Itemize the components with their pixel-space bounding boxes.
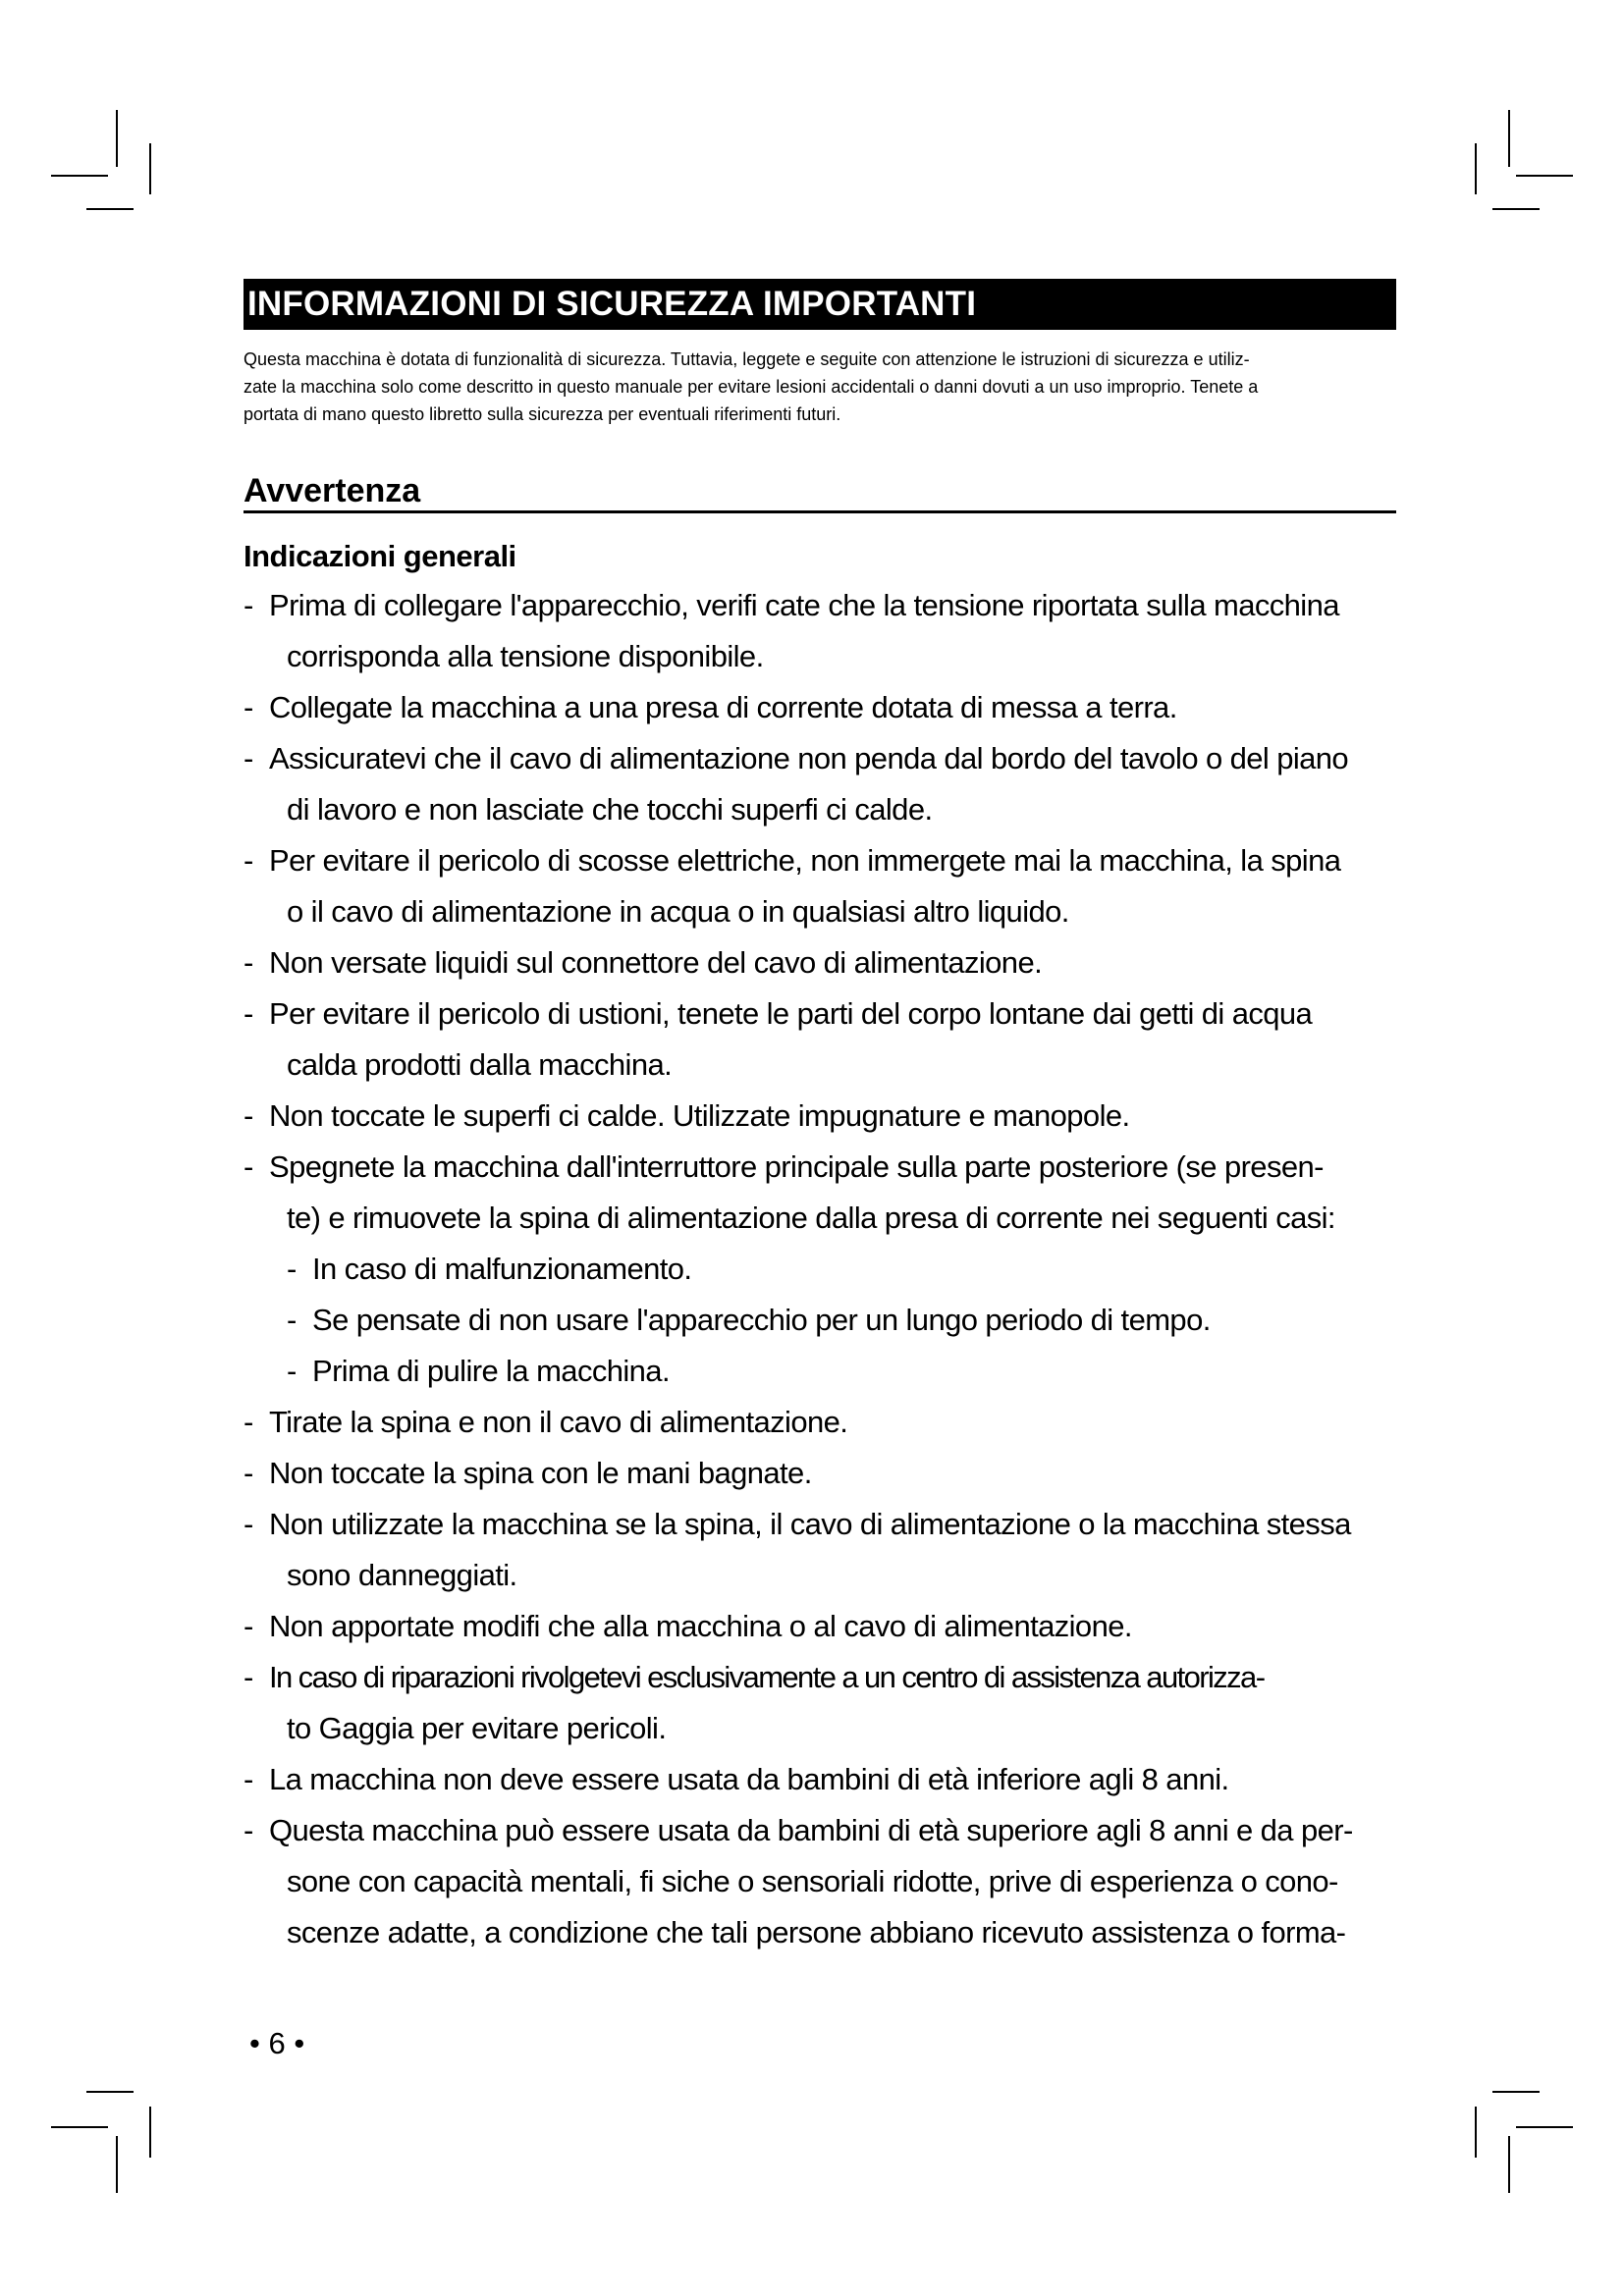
list-item: [244, 1448, 1396, 1499]
list-dash: -: [244, 1507, 253, 1541]
list-dash: -: [244, 843, 253, 878]
crop-mark: [1508, 2136, 1510, 2193]
list-item: [244, 1397, 1396, 1448]
list-item: [244, 937, 1396, 988]
list-dash: -: [244, 1098, 253, 1133]
list-item-text: Se pensate di non usare l'apparecchio per un lungo periodo di tempo.: [312, 1303, 1211, 1337]
list-item-continuation: te) e rimuovete la spina di alimentazione dalla presa di corrente nei seguenti casi:: [287, 1201, 1335, 1235]
list-item-text: Non toccate la spina con le mani bagnate.: [269, 1456, 812, 1490]
list-item: [244, 1142, 1396, 1193]
list-item-text: Prima di pulire la macchina.: [312, 1354, 670, 1388]
list-item: [244, 1499, 1396, 1550]
crop-mark: [1475, 2107, 1477, 2158]
subsection-title: Indicazioni generali: [244, 539, 516, 573]
list-dash: -: [287, 1303, 297, 1337]
list-item-text: Spegnete la macchina dall'interruttore principale sulla parte posteriore (se presen-: [269, 1149, 1324, 1184]
intro-line: Questa macchina è dotata di funzionalità di sicurezza. Tuttavia, leggete e seguite con attenzione le istruzioni di sicurezza e utiliz-: [244, 349, 1250, 369]
list-item-text: Per evitare il pericolo di scosse elettriche, non immergete mai la macchina, la spina: [269, 843, 1341, 878]
list-dash: -: [244, 741, 253, 775]
list-item: [244, 580, 1396, 631]
crop-mark: [1475, 143, 1477, 194]
crop-mark: [1508, 110, 1510, 167]
crop-mark: [149, 143, 151, 194]
intro-paragraph: [244, 346, 1396, 428]
sub-list-item: [244, 1295, 1396, 1346]
list-item: [244, 1754, 1396, 1805]
list-dash: -: [244, 1762, 253, 1796]
list-dash: -: [244, 996, 253, 1031]
list-item-text: Non utilizzate la macchina se la spina, il cavo di alimentazione o la macchina stessa: [269, 1507, 1351, 1541]
page-number: • 6 •: [249, 2026, 305, 2060]
list-item-continuation: o il cavo di alimentazione in acqua o in qualsiasi altro liquido.: [287, 894, 1069, 929]
list-item-continuation: calda prodotti dalla macchina.: [287, 1047, 673, 1082]
list-item-text: Prima di collegare l'apparecchio, verifi cate che la tensione riportata sulla macchina: [269, 588, 1339, 622]
list-item-continuation: corrisponda alla tensione disponibile.: [287, 639, 764, 673]
list-item: [244, 1652, 1396, 1703]
list-dash: -: [244, 1660, 253, 1694]
sub-list-item: [244, 1346, 1396, 1397]
list-dash: -: [244, 1456, 253, 1490]
list-dash: -: [244, 1149, 253, 1184]
list-dash: -: [244, 690, 253, 724]
list-dash: -: [244, 1609, 253, 1643]
list-item-text: Assicuratevi che il cavo di alimentazione non penda dal bordo del tavolo o del piano: [269, 741, 1349, 775]
list-dash: -: [244, 1405, 253, 1439]
crop-mark: [51, 175, 108, 177]
list-item-text: Questa macchina può essere usata da bambini di età superiore agli 8 anni e da per-: [269, 1813, 1353, 1847]
list-item-continuation: di lavoro e non lasciate che tocchi superfi ci calde.: [287, 792, 933, 827]
list-item-text: Per evitare il pericolo di ustioni, tenete le parti del corpo lontane dai getti di acqua: [269, 996, 1313, 1031]
crop-mark: [116, 2136, 118, 2193]
crop-mark: [116, 110, 118, 167]
list-item-text: Tirate la spina e non il cavo di alimentazione.: [269, 1405, 848, 1439]
sub-list-item: [244, 1244, 1396, 1295]
list-item: [244, 733, 1396, 784]
list-item-text: Non versate liquidi sul connettore del cavo di alimentazione.: [269, 945, 1043, 980]
safety-header-banner: INFORMAZIONI DI SICUREZZA IMPORTANTI: [244, 279, 1396, 330]
page-content: [244, 279, 1396, 1958]
list-item-text: In caso di riparazioni rivolgetevi esclusivamente a un centro di assistenza autorizza-: [269, 1660, 1265, 1694]
list-dash: -: [244, 945, 253, 980]
safety-list: [244, 580, 1396, 1958]
list-dash: -: [244, 1813, 253, 1847]
crop-mark: [86, 208, 134, 210]
list-dash: -: [287, 1252, 297, 1286]
crop-mark: [51, 2126, 108, 2128]
section-title-warning: Avvertenza: [244, 471, 1396, 513]
list-item: [244, 988, 1396, 1040]
list-item: [244, 1805, 1396, 1856]
list-item-continuation: scenze adatte, a condizione che tali persone abbiano ricevuto assistenza o forma-: [287, 1915, 1346, 1949]
list-item-text: In caso di malfunzionamento.: [312, 1252, 692, 1286]
crop-mark: [1516, 175, 1573, 177]
list-item-text: Non toccate le superfi ci calde. Utilizzate impugnature e manopole.: [269, 1098, 1130, 1133]
list-item-continuation: sono danneggiati.: [287, 1558, 517, 1592]
list-item: [244, 835, 1396, 886]
list-item: [244, 1091, 1396, 1142]
list-item-continuation: to Gaggia per evitare pericoli.: [287, 1711, 667, 1745]
list-item-text: La macchina non deve essere usata da bambini di età inferiore agli 8 anni.: [269, 1762, 1229, 1796]
list-item-continuation: sone con capacità mentali, fi siche o sensoriali ridotte, prive di esperienza o cono-: [287, 1864, 1338, 1898]
list-dash: -: [287, 1354, 297, 1388]
crop-mark: [149, 2107, 151, 2158]
crop-mark: [1492, 208, 1540, 210]
list-item: [244, 682, 1396, 733]
list-item-text: Collegate la macchina a una presa di corrente dotata di messa a terra.: [269, 690, 1177, 724]
list-item-text: Non apportate modifi che alla macchina o al cavo di alimentazione.: [269, 1609, 1132, 1643]
crop-mark: [1516, 2126, 1573, 2128]
list-dash: -: [244, 588, 253, 622]
list-item: [244, 1601, 1396, 1652]
intro-line: portata di mano questo libretto sulla sicurezza per eventuali riferimenti futuri.: [244, 404, 841, 424]
crop-mark: [1492, 2091, 1540, 2093]
crop-mark: [86, 2091, 134, 2093]
intro-line: zate la macchina solo come descritto in questo manuale per evitare lesioni accidentali o danni dovuti a un uso improprio. Tenete a: [244, 377, 1259, 397]
